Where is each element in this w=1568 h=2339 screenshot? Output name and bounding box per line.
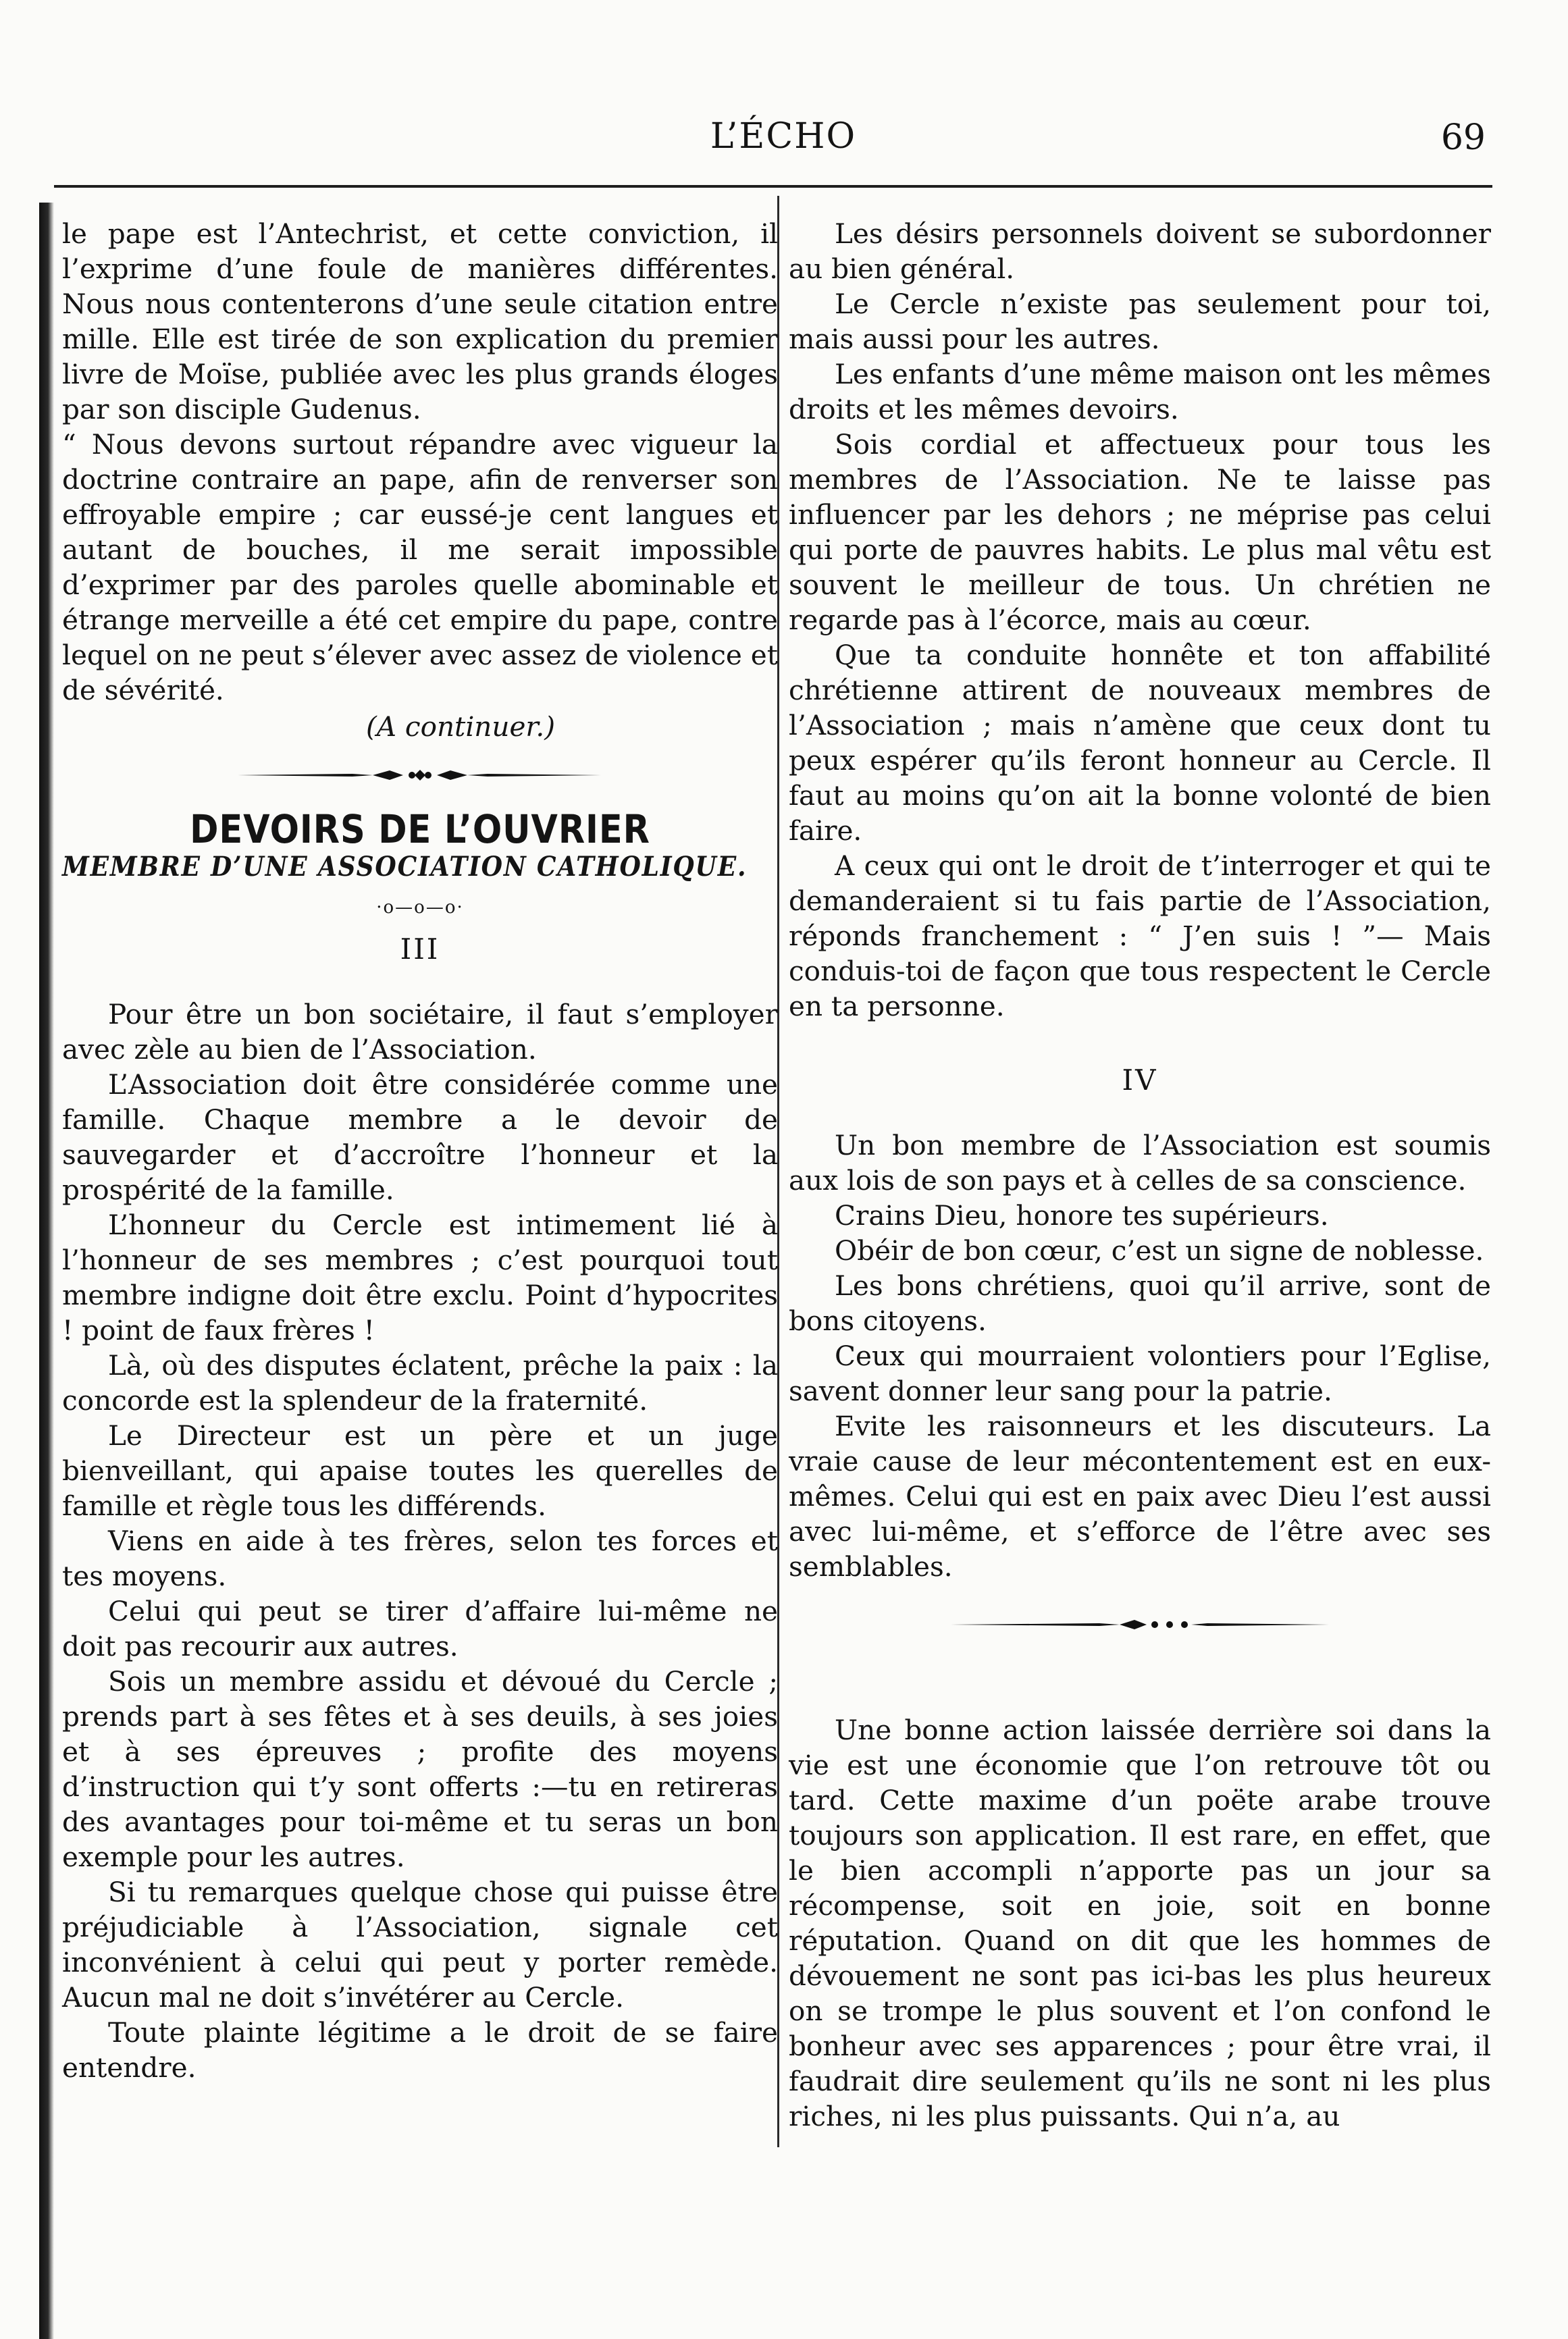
paragraph: Le Directeur est un père et un juge bienveillant, qui apaise toutes les querelles de famille et règle tous les différends. xyxy=(62,1419,778,1522)
paragraph: Une bonne action laissée derrière soi dans la vie est une économie que l’on retrouve tôt ou tard. Cette maxime d’un poëte arabe trouve toujours son application. Il est rare, en effet, que le bien accompli n’apporte pas un jour sa récompense, soit en joie, soit en bonne réputation. Quand on dit que les hommes de dévouement ne sont pas ici-bas les plus heureux on se trompe le plus souvent et l’on confond le bonheur avec ses apparences ; pour être vrai, il faudrait dire seulement qu’ils ne sont ni les plus riches, ni les plus puissants. Qui n’a, au xyxy=(789,1714,1491,2132)
paragraph: Viens en aide à tes frères, selon tes forces et tes moyens. xyxy=(62,1525,778,1592)
paragraph: Toute plainte légitime a le droit de se faire entendre. xyxy=(62,2016,778,2084)
left-column xyxy=(62,216,778,2085)
paragraph: Celui qui peut se tirer d’affaire lui-même ne doit pas recourir aux autres. xyxy=(62,1595,778,1662)
ornament-divider xyxy=(62,744,778,806)
header-rule xyxy=(54,185,1492,188)
paragraph: Que ta conduite honnête et ton affabilité chrétienne attirent de nouveaux membres de l’Association ; mais n’amène que ceux dont tu peux espérer qu’ils feront honneur au Cercle. Il faut au moins qu’on ait la bonne volonté de bien faire. xyxy=(789,639,1491,847)
paragraph: Là, où des disputes éclatent, prêche la paix : la concorde est la splendeur de la fraternité. xyxy=(62,1349,778,1417)
small-ornament: ·o—o—o· xyxy=(376,897,464,918)
paragraph: Sois un membre assidu et dévoué du Cercle ; prends part à ses fêtes et à ses deuils, à ses joies et à ses épreuves ; profite des moyens d’instruction qui t’y sont offerts :—tu en retireras des avantages pour toi-même et tu seras un bon exemple pour les autres. xyxy=(62,1665,778,1873)
ornament-rule-icon xyxy=(238,767,602,783)
page-number: 69 xyxy=(1440,117,1486,158)
paragraph: Les désirs personnels doivent se subordonner au bien général. xyxy=(789,217,1491,285)
paragraph: Ceux qui mourraient volontiers pour l’Eglise, savent donner leur sang pour la patrie. xyxy=(789,1340,1491,1407)
ornament-divider xyxy=(789,1584,1491,1665)
paragraph: Crains Dieu, honore tes supérieurs. xyxy=(835,1199,1329,1232)
right-column xyxy=(789,216,1491,2134)
paragraph: Les enfants d’une même maison ont les mêmes droits et les mêmes devoirs. xyxy=(789,358,1491,425)
page-header xyxy=(54,108,1513,176)
paragraph: Evite les raisonneurs et les discuteurs. La vraie cause de leur mécontentement est en eux-mêmes. Celui qui est en paix avec Dieu l’est aussi avec lui-même, et s’efforce de l’être avec ses semblables. xyxy=(789,1410,1491,1583)
paragraph: le pape est l’Antechrist, et cette conviction, il l’exprime d’une foule de manières différentes. Nous nous contenterons d’une seule citation entre mille. Elle est tirée de son explication du premier livre de Moïse, publiée avec les plus grands éloges par son disciple Gudenus. xyxy=(62,217,778,425)
section-title: DEVOIRS DE L’OUVRIER xyxy=(190,806,650,852)
section-number: IV xyxy=(1122,1063,1158,1097)
paragraph: L’Association doit être considérée comme une famille. Chaque membre a le devoir de sauvegarder et d’accroître l’honneur et la prospérité de la famille. xyxy=(62,1068,778,1206)
paragraph: L’honneur du Cercle est intimement lié à l’honneur de ses membres ; c’est pourquoi tout membre indigne doit être exclu. Point d’hypocrites ! point de faux frères ! xyxy=(62,1209,778,1346)
paragraph: Obéir de bon cœur, c’est un signe de noblesse. xyxy=(835,1234,1484,1267)
paragraph: Un bon membre de l’Association est soumis aux lois de son pays et à celles de sa conscience. xyxy=(789,1129,1491,1197)
ornament-rule-icon xyxy=(951,1617,1329,1633)
continuation-note: (A continuer.) xyxy=(365,710,556,743)
section-number: III xyxy=(400,932,440,966)
paragraph: Si tu remarques quelque chose qui puisse être préjudiciable à l’Association, signale cet inconvénient à celui qui peut y porter remède. Aucun mal ne doit s’invétérer au Cercle. xyxy=(62,1876,778,2014)
running-title: L’ÉCHO xyxy=(710,116,857,157)
paragraph: Les bons chrétiens, quoi qu’il arrive, sont de bons citoyens. xyxy=(789,1269,1491,1337)
paragraph: Sois cordial et affectueux pour tous les membres de l’Association. Ne te laisse pas influencer par les dehors ; ne méprise pas celui qui porte de pauvres habits. Le plus mal vêtu est souvent le meilleur de tous. Un chrétien ne regarde pas à l’écorce, mais au cœur. xyxy=(789,428,1491,636)
paragraph: Pour être un bon sociétaire, il faut s’employer avec zèle au bien de l’Association. xyxy=(62,998,778,1066)
page-binding-edge xyxy=(39,203,54,2339)
paragraph: Le Cercle n’existe pas seulement pour toi, mais aussi pour les autres. xyxy=(789,288,1491,355)
section-subtitle: MEMBRE D’UNE ASSOCIATION CATHOLIQUE. xyxy=(62,851,748,883)
quote-paragraph: “ Nous devons surtout répandre avec vigueur la doctrine contraire an pape, afin de renverser son effroyable empire ; car eussé-je cent langues et autant de bouches, il me serait impossible d’exprimer par des paroles quelle abominable et étrange merveille a été cet empire du pape, contre lequel on ne peut s’élever avec assez de violence et de sévérité. xyxy=(62,428,778,706)
paragraph: A ceux qui ont le droit de t’interroger et qui te demanderaient si tu fais partie de l’Association, réponds franchement : “ J’en suis ! ”— Mais conduis-toi de façon que tous respectent le Cercle en ta personne. xyxy=(789,849,1491,1022)
